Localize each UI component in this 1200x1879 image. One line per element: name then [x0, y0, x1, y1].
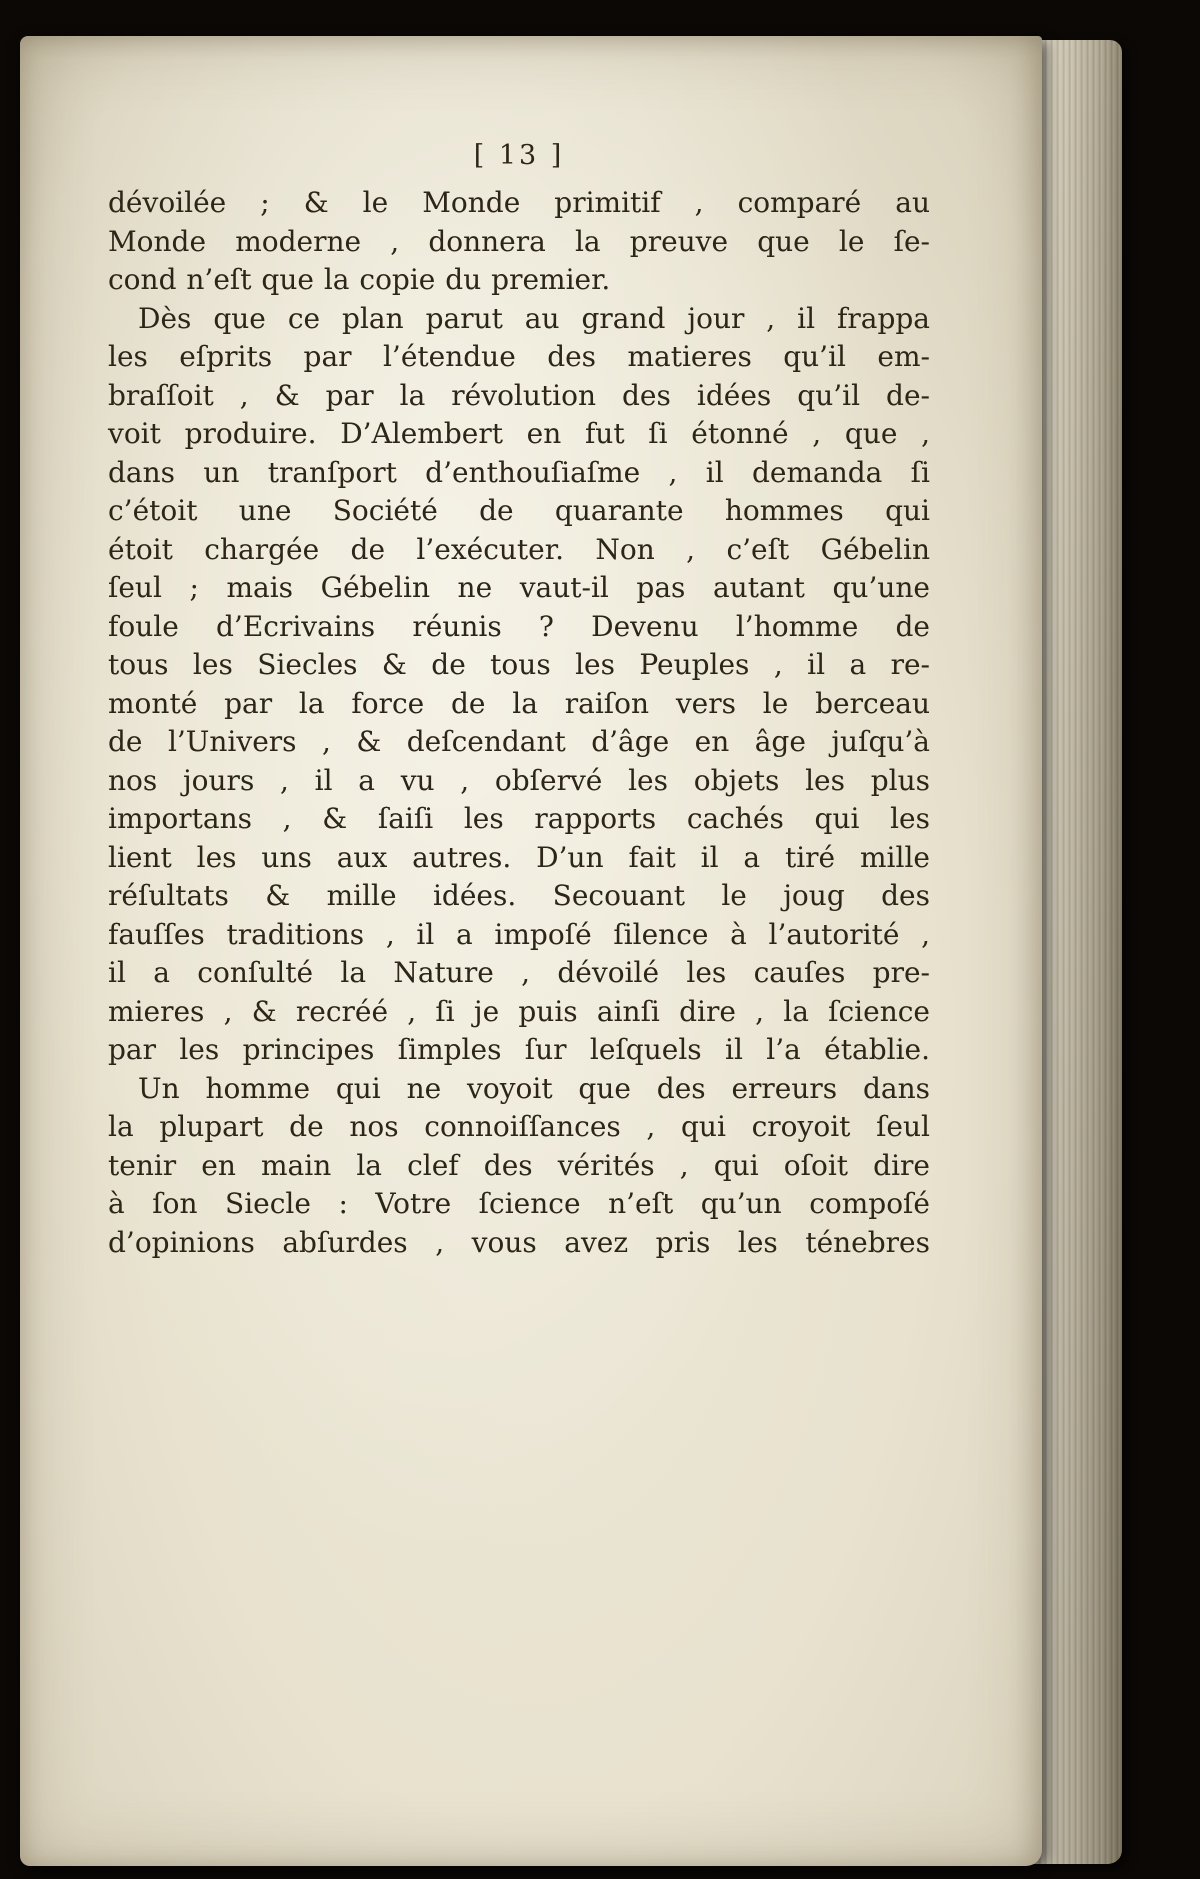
text-line: importans , & ſaiſi les rapports cachés qui les: [108, 802, 930, 835]
paragraph: [108, 1070, 930, 1263]
text-line: mieres , & recréé , ſi je puis ainſi dire , la ſcience: [108, 994, 930, 1028]
text-line: de l’Univers , & deſcendant d’âge en âge juſqu’à: [108, 725, 930, 758]
text-line: dans un tranſport d’enthouſiaſme , il demanda ſi: [108, 455, 930, 489]
page-number: [ 13 ]: [473, 140, 565, 171]
text-line: cond n’eſt que la copie du premier.: [108, 263, 611, 296]
text-line: monté par la force de la raiſon vers le berceau: [108, 686, 930, 720]
text-line: les eſprits par l’étendue des matieres qu’il em-: [108, 340, 930, 373]
page-content: [108, 140, 930, 1262]
text-line: à ſon Siecle : Votre ſcience n’eſt qu’un compoſé: [108, 1187, 930, 1220]
text-line: d’opinions abſurdes , vous avez pris les ténebres: [108, 1225, 930, 1259]
text-line: fauſſes traditions , il a impoſé ſilence à l’autorité ,: [108, 917, 930, 951]
text-line: Dès que ce plan parut au grand jour , il frappa: [138, 301, 930, 335]
text-line: la plupart de nos connoiſſances , qui croyoit ſeul: [108, 1110, 930, 1143]
text-line: étoit chargée de l’exécuter. Non , c’eſt Gébelin: [108, 532, 930, 566]
text-line: tous les Siecles & de tous les Peuples , il a re-: [108, 648, 930, 681]
text-line: ſeul ; mais Gébelin ne vaut-il pas autant qu’une: [108, 571, 930, 604]
book-page: [20, 36, 1042, 1866]
text-line: il a conſulté la Nature , dévoilé les cauſes pre-: [108, 956, 930, 989]
text-line: voit produire. D’Alembert en fut ſi étonné , que ,: [108, 417, 930, 450]
book-page-area: [20, 36, 1122, 1866]
text-line: Un homme qui ne voyoit que des erreurs dans: [138, 1071, 930, 1105]
text-line: réſultats & mille idées. Secouant le joug des: [108, 879, 930, 912]
text-line: dévoilée ; & le Monde primitif , comparé au: [108, 186, 930, 219]
text-line: Monde moderne , donnera la preuve que le ſe-: [108, 224, 930, 258]
text-line: braſſoit , & par la révolution des idées qu’il de-: [108, 378, 930, 412]
text-line: tenir en main la clef des vérités , qui oſoit dire: [108, 1148, 930, 1182]
text-line: par les principes ſimples ſur leſquels il l’a établie.: [108, 1033, 930, 1066]
paragraph: [108, 300, 930, 1070]
text-line: nos jours , il a vu , obſervé les objets les plus: [108, 763, 930, 797]
text-line: foule d’Ecrivains réunis ? Devenu l’homme de: [108, 609, 930, 643]
text-block: [108, 184, 930, 1262]
text-line: c’étoit une Société de quarante hommes qui: [108, 494, 930, 527]
text-line: lient les uns aux autres. D’un fait il a tiré mille: [108, 840, 930, 874]
paragraph: [108, 184, 930, 300]
